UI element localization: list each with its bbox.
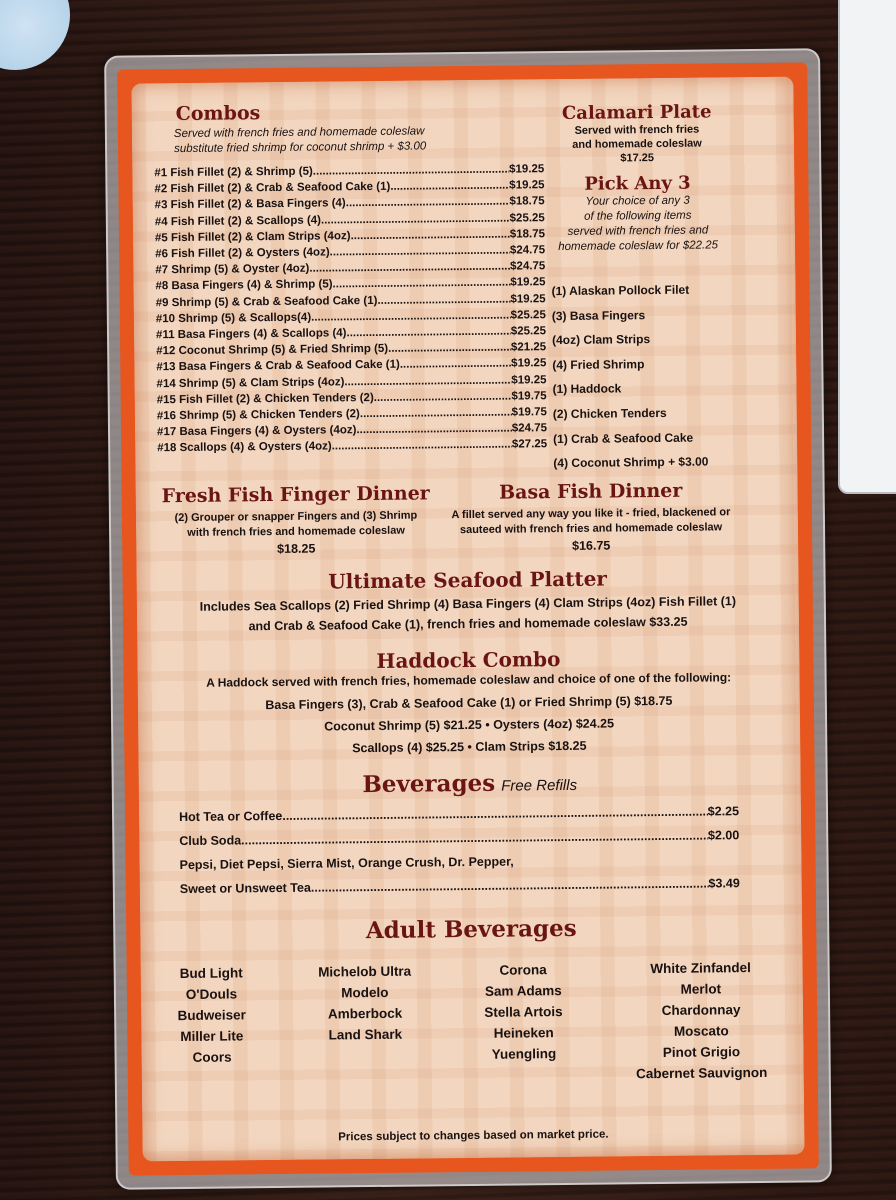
pick3-item: (2) Chicken Tenders: [552, 405, 667, 422]
pick3-item: (1) Alaskan Pollock Filet: [551, 282, 690, 299]
combo-price: $18.75: [509, 227, 546, 241]
pick3-note: of the following items: [584, 209, 692, 223]
drink-item: Merlot: [680, 981, 722, 997]
combo-price: $25.25: [510, 325, 547, 338]
leader-dots: [330, 243, 511, 261]
combos-note-line: Served with french fries and homemade coleslaw: [173, 125, 425, 141]
drink-item: Corona: [499, 962, 547, 978]
combo-name: #11 Basa Fingers (4) & Scallops (4): [155, 327, 347, 342]
ultimate-title: Ultimate Seafood Platter: [328, 566, 608, 594]
basa-desc: [436, 505, 746, 537]
combo-name: #7 Shrimp (5) & Oyster (4oz): [155, 262, 310, 277]
leader-dots: [377, 291, 510, 309]
beverages-subtitle: Free Refills: [501, 776, 578, 795]
drink-item: O'Douls: [185, 986, 238, 1002]
drink-item: Sam Adams: [484, 983, 562, 999]
pick3-note: homemade coleslaw for $22.25: [558, 239, 719, 254]
combo-price: $27.25: [511, 438, 548, 451]
combo-price: $25.25: [510, 308, 546, 322]
leader-dots: [321, 210, 510, 228]
drink-item: Stella Artois: [484, 1004, 563, 1020]
price-disclaimer: Prices subject to changes based on market price.: [338, 1128, 609, 1144]
beverage-price: $2.00: [707, 828, 740, 843]
combo-name: #3 Fish Fillet (2) & Basa Fingers (4): [154, 197, 346, 212]
beverage-price: $2.25: [707, 804, 740, 819]
combos-title: Combos: [175, 102, 261, 126]
leader-dots: [346, 194, 510, 212]
basa-line: sauteed with french fries and homemade coleslaw: [459, 520, 723, 536]
haddock-desc: A Haddock served with french fries, homemade coleslaw and choice of one of the following:: [206, 670, 732, 690]
pick3-note: served with french fries and: [567, 224, 709, 238]
pick3-item: (4) Fried Shrimp: [552, 356, 645, 372]
combo-name: #1 Fish Fillet (2) & Shrimp (5): [154, 165, 313, 180]
pick3-note: Your choice of any 3: [585, 194, 690, 208]
pick3-item: (1) Crab & Seafood Cake: [553, 430, 694, 446]
pick3-item: (4oz) Clam Strips: [552, 332, 651, 348]
pick3-title: Pick Any 3: [584, 172, 691, 195]
haddock-options: [138, 689, 801, 762]
combo-name: #10 Shrimp (5) & Scallops(4): [155, 311, 312, 326]
combo-price: $19.75: [511, 406, 547, 419]
menu-card: [117, 62, 819, 1175]
haddock-line: Basa Fingers (3), Crab & Seafood Cake (1) or Fried Shrimp (5) $18.75: [265, 693, 673, 713]
drink-item: Michelob Ultra: [318, 963, 412, 980]
menu-paper: [131, 77, 804, 1162]
leader-dots: [388, 340, 511, 357]
combo-name: #2 Fish Fillet (2) & Crab & Seafood Cake (1): [154, 180, 391, 196]
leader-dots: [344, 372, 511, 390]
adult-beverages-title: Adult Beverages: [365, 914, 577, 945]
combo-price: $19.25: [510, 292, 546, 306]
fish-finger-line: with french fries and homemade coleslaw: [187, 524, 405, 539]
leader-dots: [332, 437, 512, 455]
fish-finger-price: $18.25: [277, 541, 316, 556]
combo-name: #8 Basa Fingers (4) & Shrimp (5): [155, 278, 333, 293]
right-column: [542, 101, 734, 255]
combo-price: $24.75: [511, 422, 548, 435]
combo-name: #16 Shrimp (5) & Chicken Tenders (2): [156, 408, 360, 423]
beverage-list: [179, 799, 740, 901]
combo-name: #14 Shrimp (5) & Clam Strips (4oz): [156, 375, 345, 390]
beverages-title: [139, 767, 801, 801]
calamari-desc: and homemade coleslaw: [572, 137, 702, 151]
leader-dots: [356, 421, 512, 439]
drink-item: Chardonnay: [661, 1002, 741, 1018]
drink-item: Land Shark: [328, 1026, 403, 1043]
fish-finger-line: (2) Grouper or snapper Fingers and (3) Shrimp: [174, 509, 418, 525]
combo-price: $19.25: [509, 179, 545, 192]
drink-item: Budweiser: [177, 1007, 246, 1024]
drink-item: Yuengling: [491, 1046, 557, 1062]
pick3-item: (4) Coconut Shrimp + $3.00: [553, 454, 709, 471]
haddock-line: Coconut Shrimp (5) $21.25 • Oysters (4oz) $24.25: [324, 716, 615, 734]
drink-item: Moscato: [673, 1023, 729, 1039]
combo-name: #15 Fish Fillet (2) & Chicken Tenders (2): [156, 391, 374, 407]
adult-col: [318, 961, 412, 1088]
combo-list: [154, 161, 547, 457]
beverage-name: Club Soda: [179, 833, 242, 849]
fish-finger-desc: [146, 508, 446, 540]
calamari-price: $17.25: [620, 152, 655, 165]
combo-name: #17 Basa Fingers (4) & Oysters (4oz): [156, 424, 357, 439]
water-glass: [0, 0, 70, 70]
leader-dots: [311, 871, 709, 899]
beverage-price: $3.49: [708, 876, 740, 891]
combo-name: #12 Coconut Shrimp (5) & Fried Shrimp (5): [156, 343, 389, 358]
pick3-item: (1) Haddock: [552, 381, 622, 397]
haddock-title: Haddock Combo: [376, 647, 561, 673]
combo-price: $19.25: [510, 276, 546, 289]
ultimate-desc: [137, 591, 799, 638]
combo-price: $24.75: [509, 244, 546, 257]
combo-name: #9 Shrimp (5) & Crab & Seafood Cake (1): [155, 294, 378, 309]
leader-dots: [346, 324, 511, 342]
haddock-line: Scallops (4) $25.25 • Clam Strips $18.25: [352, 738, 587, 756]
pick3-item: (3) Basa Fingers: [551, 307, 646, 323]
combo-price: $18.75: [509, 195, 545, 208]
combo-name: #5 Fish Fillet (2) & Clam Strips (4oz): [154, 230, 351, 245]
calamari-title: Calamari Plate: [561, 101, 712, 124]
drink-item: Cabernet Sauvignon: [636, 1064, 768, 1082]
basa-line: A fillet served any way you like it - fried, blackened or: [451, 506, 731, 522]
leader-dots: [350, 226, 509, 244]
fish-finger-title: Fresh Fish Finger Dinner: [161, 482, 430, 508]
adult-beverages-columns: [141, 957, 804, 1090]
combo-name: #6 Fish Fillet (2) & Oysters (4oz): [155, 246, 330, 261]
combo-name: #18 Scallops (4) & Oysters (4oz): [157, 440, 332, 455]
combo-item: [157, 437, 547, 457]
beverage-name: Sweet or Unsweet Tea: [179, 880, 311, 897]
basa-title: Basa Fish Dinner: [498, 479, 683, 504]
combo-name: #13 Basa Fingers & Crab & Seafood Cake (1): [156, 359, 400, 374]
leader-dots: [374, 388, 512, 406]
drink-item: Pinot Grigio: [662, 1044, 741, 1060]
combos-note: [174, 124, 504, 157]
combo-price: $19.75: [511, 390, 547, 403]
drink-item: Coors: [192, 1049, 232, 1065]
adult-col: [177, 962, 247, 1089]
leader-dots: [332, 275, 510, 293]
leader-dots: [400, 356, 511, 373]
leader-dots: [360, 405, 512, 423]
combo-price: $24.75: [510, 260, 546, 273]
ultimate-line: Includes Sea Scallops (2) Fried Shrimp (4) Basa Fingers (4) Clam Strips (4oz) Fish Fillet (1): [199, 594, 737, 614]
drink-item: Miller Lite: [180, 1028, 244, 1045]
combo-name: #4 Fish Fillet (2) & Scallops (4): [154, 214, 322, 228]
beverage-name: Pepsi, Diet Pepsi, Sierra Mist, Orange Crush, Dr. Pepper,: [179, 854, 514, 873]
pick3-list: [551, 277, 753, 476]
beverage-name: Hot Tea or Coffee: [178, 808, 283, 825]
beverage-item: [180, 871, 740, 901]
drink-item: White Zinfandel: [650, 960, 751, 977]
beverages-heading: Beverages: [362, 769, 496, 799]
combo-price: $19.25: [509, 163, 545, 176]
ultimate-line: and Crab & Seafood Cake (1), french fries and homemade coleslaw $33.25: [248, 614, 688, 634]
adult-col: [635, 957, 768, 1084]
basa-price: $16.75: [572, 538, 611, 553]
side-paper: [838, 0, 896, 494]
drink-item: Bud Light: [179, 965, 243, 982]
combo-price: $25.25: [509, 211, 545, 225]
calamari-desc: Served with french fries: [574, 123, 700, 137]
combo-price: $21.25: [510, 341, 547, 354]
drink-item: Modelo: [341, 984, 389, 1001]
combos-note-line: substitute fried shrimp for coconut shrimp + $3.00: [173, 140, 427, 156]
adult-col: [484, 959, 564, 1086]
drink-item: Heineken: [493, 1025, 554, 1041]
drink-item: Amberbock: [327, 1005, 403, 1022]
leader-dots: [241, 823, 708, 852]
combo-price: $19.25: [511, 373, 547, 387]
leader-dots: [390, 178, 509, 195]
combo-price: $19.25: [511, 357, 547, 370]
